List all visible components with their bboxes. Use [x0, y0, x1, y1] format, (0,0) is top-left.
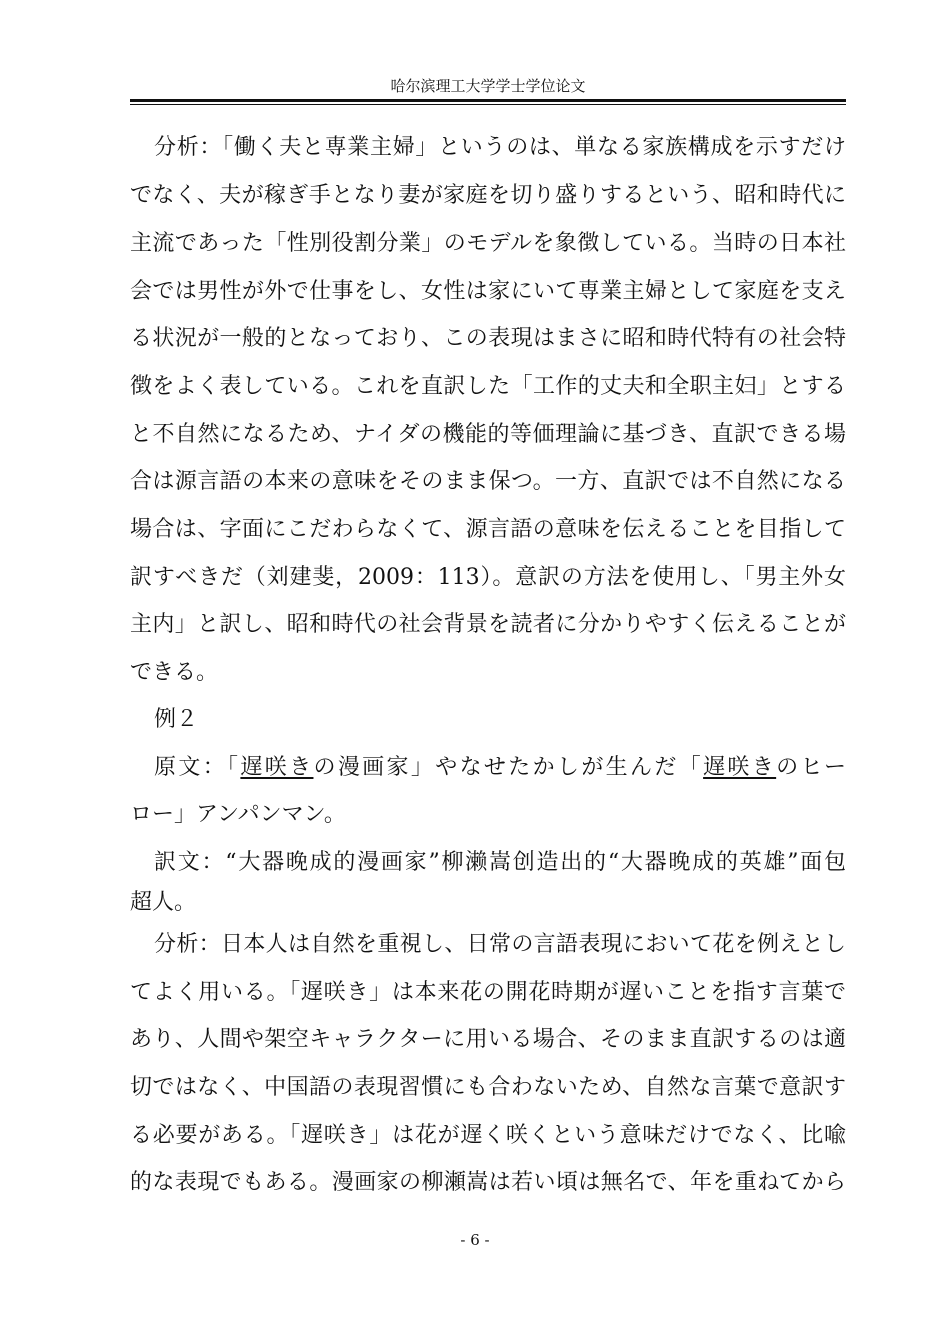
- running-header: 哈尔滨理工大学学士学位论文: [390, 77, 586, 95]
- paragraph-line: 的な表現でもある。漫画家の柳瀬嵩は若い頃は無名で、年を重ねてから: [130, 1170, 846, 1195]
- paragraph-line: る必要がある。「遅咲き」は花が遅く咲くという意味だけでなく、比喩: [130, 1123, 846, 1148]
- paragraph-line: 会では男性が外で仕事をし、女性は家にいて専業主婦として家庭を支え: [130, 279, 846, 304]
- paragraph-line: でなく、夫が稼ぎ手となり妻が家庭を切り盛りするという、昭和時代に: [130, 183, 846, 208]
- page-number: - 6 -: [460, 1231, 490, 1249]
- translation-line: 訳文：“大器晚成的漫画家”柳濑嵩创造出的“大器晚成的英雄”面包: [154, 850, 846, 875]
- paragraph-line: る状況が一般的となっており、この表現はまさに昭和時代特有の社会特: [130, 326, 846, 351]
- paragraph-line: と不自然になるため、ナイダの機能的等価理論に基づき、直訳できる場: [130, 422, 846, 447]
- original-text-line: ロー」アンパンマン。: [130, 802, 346, 827]
- paragraph-line: てよく用いる。「遅咲き」は本来花の開花時期が遅いことを指す言葉で: [130, 980, 846, 1005]
- header-rule-thick: [130, 99, 846, 102]
- paragraph-line: 分析：「働く夫と専業主婦」というのは、単なる家族構成を示すだけ: [154, 135, 846, 160]
- paragraph-line: 合は源言語の本来の意味をそのまま保つ。一方、直訳では不自然になる: [130, 469, 846, 494]
- paragraph-line: 場合は、字面にこだわらなくて、源言語の意味を伝えることを目指して: [130, 517, 846, 542]
- paragraph-line: あり、人間や架空キャラクターに用いる場合、そのまま直訳するのは適: [130, 1027, 846, 1052]
- underlined-term: 遅咲き: [240, 755, 314, 780]
- original-text-part: のヒー: [776, 755, 846, 780]
- paragraph-line: 分析：日本人は自然を重視し、日常の言語表現において花を例えとし: [154, 932, 846, 957]
- paragraph-line: 主内」と訳し、昭和時代の社会背景を読者に分かりやすく伝えることが: [130, 612, 846, 637]
- underlined-term: 遅咲き: [703, 755, 777, 780]
- paragraph-line: 訳すべきだ（刘建斐，2009：113）。意訳の方法を使用し、「男主外女: [130, 565, 846, 590]
- paragraph-line: 主流であった「性別役割分業」のモデルを象徴している。当時の日本社: [130, 231, 846, 256]
- paragraph-line: 切ではなく、中国語の表現習慣にも合わないため、自然な言葉で意訳す: [130, 1075, 846, 1100]
- original-text-part: 原文：「: [154, 755, 241, 780]
- example-label: 例２: [154, 707, 199, 732]
- original-text-line: [154, 753, 846, 783]
- translation-line: 超人。: [130, 890, 197, 915]
- paragraph-line: できる。: [130, 660, 219, 685]
- paragraph-line: 徴をよく表している。これを直訳した「工作的丈夫和全职主妇」とする: [130, 374, 846, 399]
- header-rule-thin: [130, 104, 846, 105]
- original-text-part: の漫画家」やなせたかしが生んだ「: [313, 755, 704, 780]
